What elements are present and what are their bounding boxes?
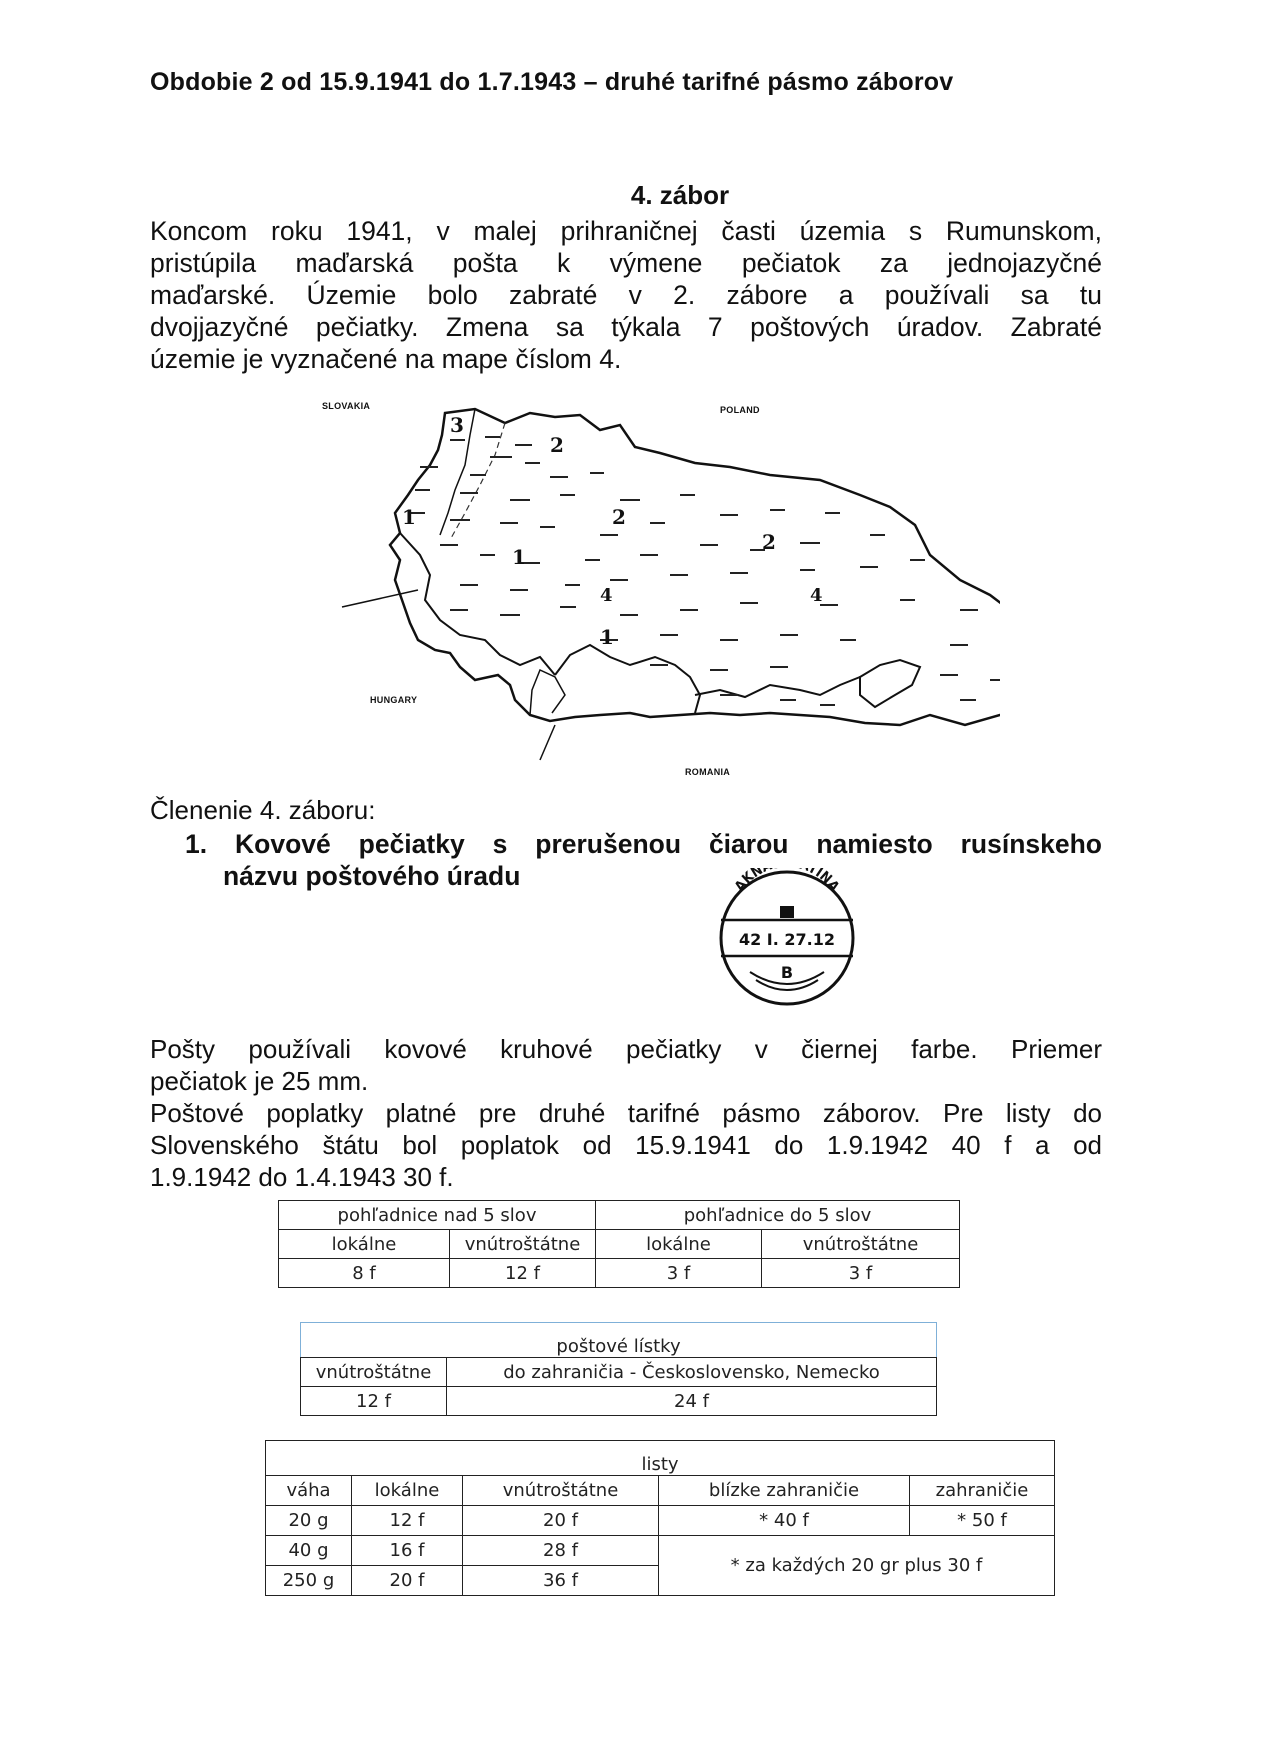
table-cell: 8 f — [279, 1259, 450, 1288]
table-header: poštové lístky — [301, 1323, 937, 1358]
table-header: pohľadnice nad 5 slov — [279, 1201, 596, 1230]
postmark-stamp — [712, 868, 862, 1008]
intro-line: Koncom roku 1941, v malej prihraničnej časti územia s Rumunskom, — [150, 216, 1102, 246]
table-row — [279, 1259, 960, 1288]
map-label-slovakia: SLOVAKIA — [322, 401, 371, 411]
table-cell: 3 f — [762, 1259, 960, 1288]
table-row — [266, 1506, 1055, 1536]
postmark-svg — [712, 868, 862, 1008]
item-line: názvu poštového úradu — [223, 861, 521, 891]
table-cell: 12 f — [301, 1387, 447, 1416]
table-subheader: vnútroštátne — [762, 1230, 960, 1259]
table-subheader: lokálne — [279, 1230, 450, 1259]
section-title: 4. zábor — [630, 180, 730, 210]
postal-cards-table — [300, 1322, 937, 1416]
table-subheader: lokálne — [352, 1476, 463, 1506]
intro-line: maďarské. Územie bolo zabraté v 2. zábore a používali sa tu — [150, 280, 1102, 310]
zone-border — [555, 645, 700, 713]
zone-number: 1 — [512, 545, 526, 569]
map-pointer — [342, 590, 418, 607]
table-header: pohľadnice do 5 slov — [596, 1201, 960, 1230]
table-cell: 16 f — [352, 1536, 463, 1566]
table-subheader: vnútroštátne — [450, 1230, 596, 1259]
table-cell: 20 g — [266, 1506, 352, 1536]
territory-map — [300, 395, 1000, 775]
stamp-date: 42 I. 27.12 — [738, 930, 836, 949]
table-subheader: vnútroštátne — [463, 1476, 659, 1506]
intro-line: územie je vyznačené na mape číslom 4. — [150, 344, 622, 374]
map-outline — [390, 409, 1000, 725]
intro-paragraph — [150, 215, 1102, 375]
zone-number: 2 — [550, 433, 564, 457]
postcards-table — [278, 1200, 960, 1288]
fees-line: Pošty používali kovové kruhové pečiatky v čiernej farbe. Priemer — [150, 1034, 1102, 1064]
zone-number: 4 — [810, 585, 823, 606]
table-note: * za každých 20 gr plus 30 f — [659, 1536, 1055, 1596]
zone-number: 2 — [762, 530, 776, 554]
zone-number: 4 — [600, 585, 613, 606]
intro-line: dvojjazyčné pečiatky. Zmena sa týkala 7 poštových úradov. Zabraté — [150, 312, 1102, 342]
zone-number: 1 — [600, 625, 614, 649]
zone-number: 1 — [402, 505, 416, 529]
fees-paragraph — [150, 1033, 1102, 1193]
table-cell: 250 g — [266, 1566, 352, 1596]
map-pointer — [540, 725, 555, 760]
table-cell: 20 f — [352, 1566, 463, 1596]
table-cell: 28 f — [463, 1536, 659, 1566]
stamp-place-text: AKN TINA — [731, 868, 843, 895]
map-label-poland: POLAND — [720, 405, 760, 415]
zone-number: 3 — [450, 413, 464, 437]
map-label-hungary: HUNGARY — [370, 695, 418, 705]
table-subheader: blízke zahraničie — [659, 1476, 910, 1506]
table-cell: 12 f — [352, 1506, 463, 1536]
table-cell: 20 f — [463, 1506, 659, 1536]
table-header: listy — [266, 1441, 1055, 1476]
clenenie-label: Členenie 4. záboru: — [150, 795, 376, 825]
table-subheader: vnútroštátne — [301, 1358, 447, 1387]
table-cell: * 40 f — [659, 1506, 910, 1536]
fees-line: pečiatok je 25 mm. — [150, 1066, 369, 1096]
intro-line: pristúpila maďarská pošta k výmene pečiatok za jednojazyčné — [150, 248, 1102, 278]
table-cell: 36 f — [463, 1566, 659, 1596]
table-cell: * 50 f — [910, 1506, 1055, 1536]
fees-line: Slovenského štátu bol poplatok od 15.9.1941 do 1.9.1942 40 f a od — [150, 1130, 1102, 1160]
list-item-1 — [185, 828, 1102, 892]
territory-map-svg — [300, 395, 1000, 775]
zone-border — [530, 670, 565, 715]
table-row — [301, 1387, 937, 1416]
zone-border — [400, 533, 555, 675]
table-cell: 12 f — [450, 1259, 596, 1288]
stamp-letter: B — [780, 963, 794, 982]
table-subheader: do zahraničia - Československo, Nemecko — [447, 1358, 937, 1387]
item-line: 1. Kovové pečiatky s prerušenou čiarou namiesto rusínskeho — [185, 829, 1102, 859]
zone-border — [695, 677, 860, 697]
table-cell: 40 g — [266, 1536, 352, 1566]
map-label-romania: ROMANIA — [685, 767, 731, 777]
fees-line: 1.9.1942 do 1.4.1943 30 f. — [150, 1162, 454, 1192]
fees-line: Poštové poplatky platné pre druhé tarifné pásmo záborov. Pre listy do — [150, 1098, 1102, 1128]
table-cell: 24 f — [447, 1387, 937, 1416]
zone-border — [860, 660, 920, 707]
table-subheader: zahraničie — [910, 1476, 1055, 1506]
table-row — [266, 1536, 1055, 1566]
page-heading: Obdobie 2 od 15.9.1941 do 1.7.1943 – druhé tarifné pásmo záborov — [150, 68, 954, 96]
table-cell: 3 f — [596, 1259, 762, 1288]
letters-table — [265, 1440, 1055, 1596]
table-subheader: váha — [266, 1476, 352, 1506]
zone-number: 2 — [612, 505, 626, 529]
table-subheader: lokálne — [596, 1230, 762, 1259]
